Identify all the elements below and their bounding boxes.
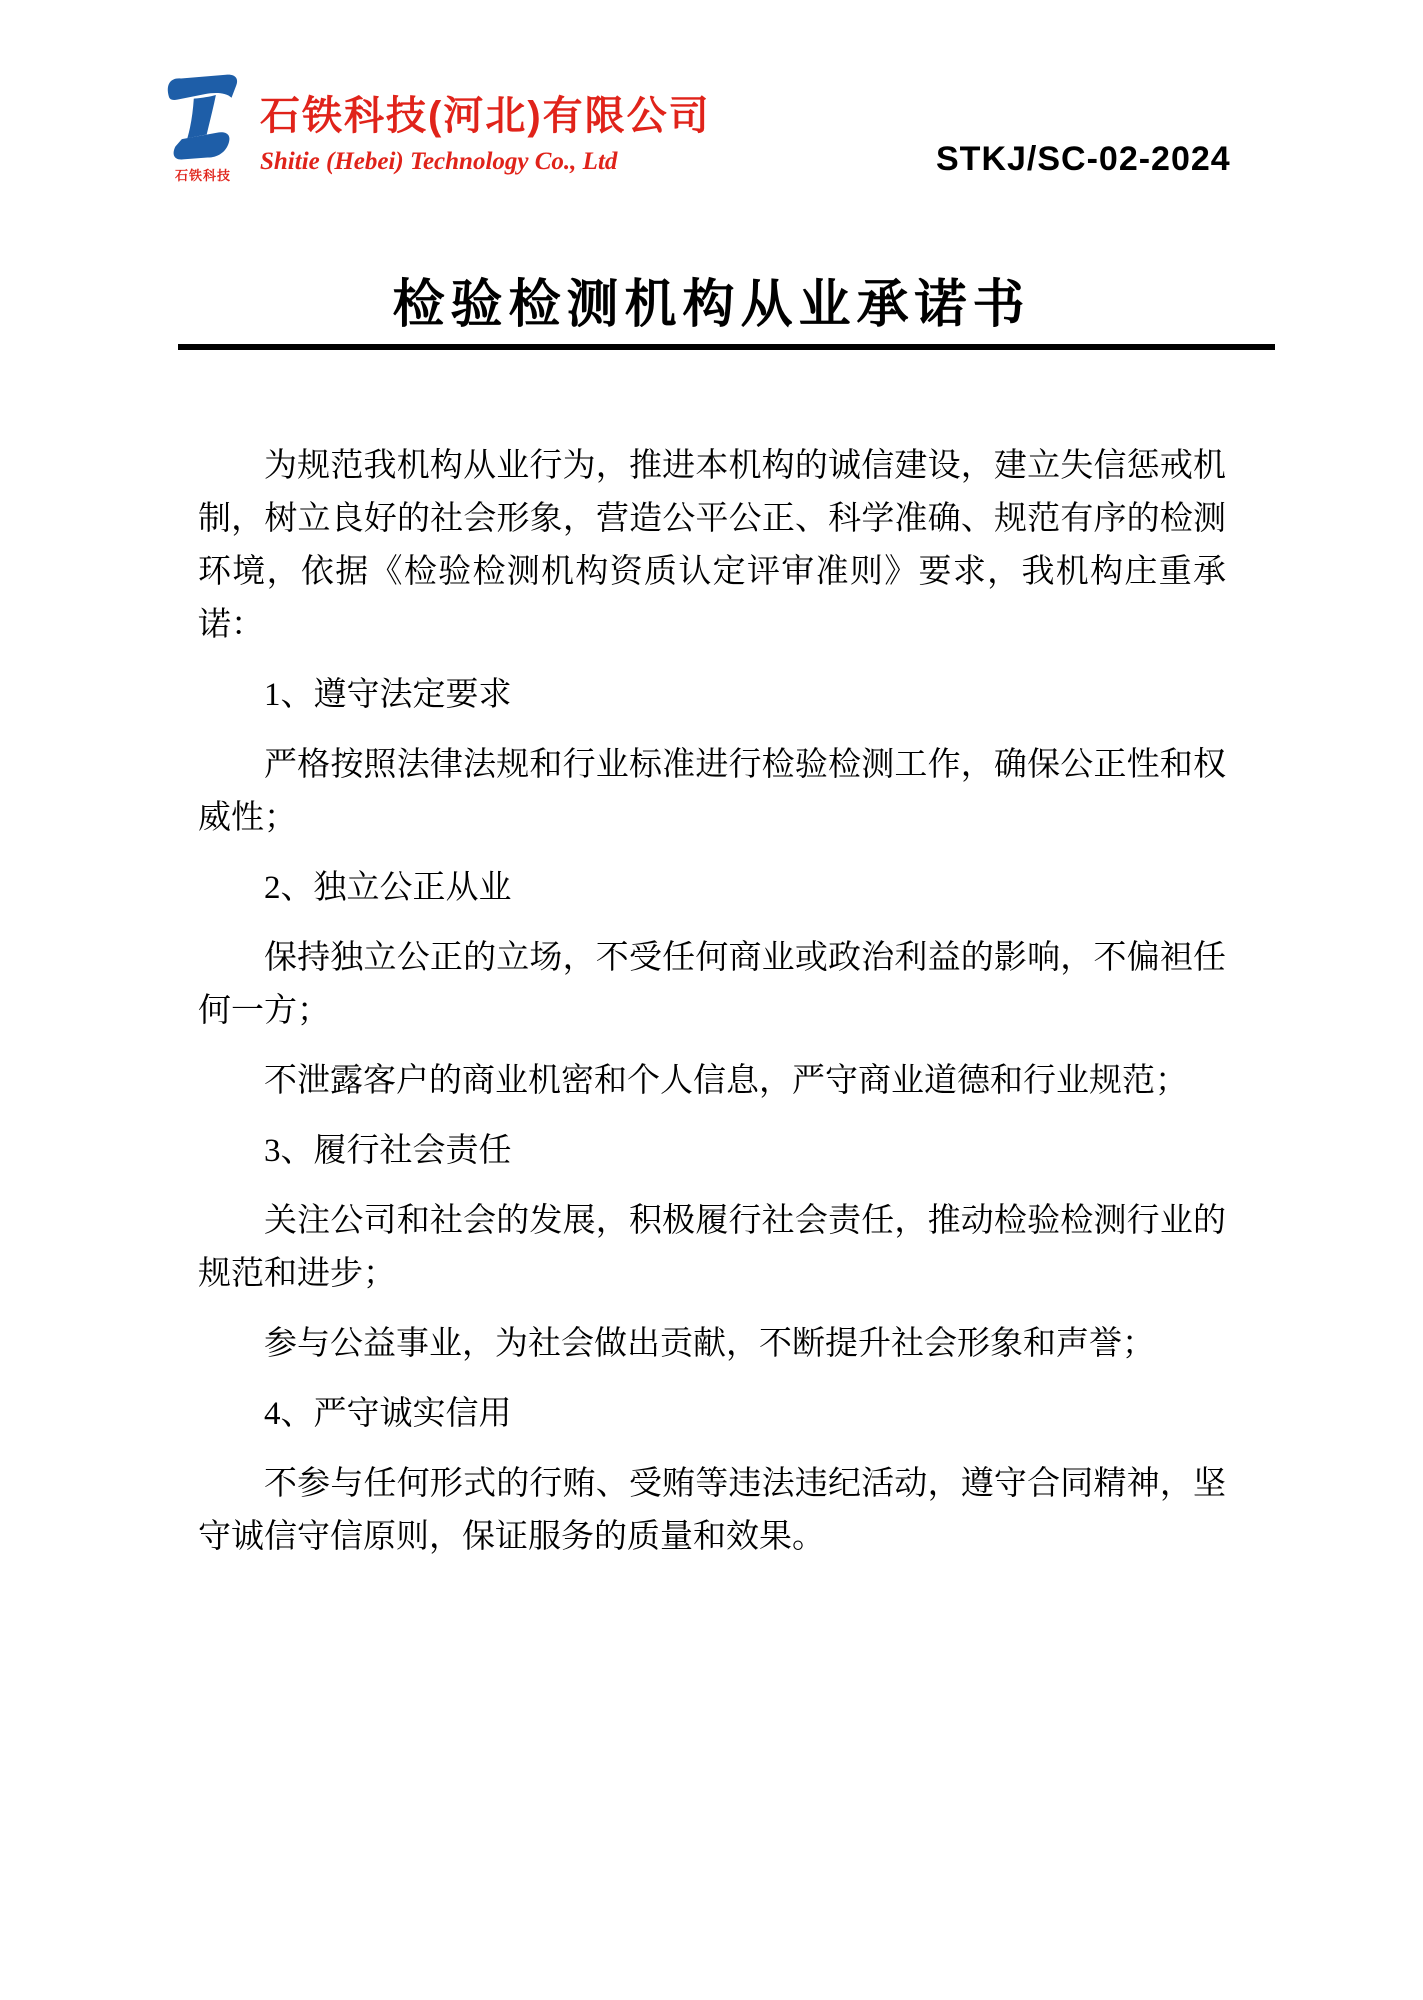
body-paragraph: 关注公司和社会的发展，积极履行社会责任，推动检验检测行业的规范和进步； (198, 1203, 1226, 1292)
company-name-english: Shitie (Hebei) Technology Co., Ltd (260, 148, 618, 175)
company-logo (148, 72, 258, 184)
body-paragraph: 为规范我机构从业行为，推进本机构的诚信建设，建立失信惩戒机制，树立良好的社会形象，营造公平公正、科学准确、规范有序的检测环境，依据《检验检测机构资质认定评审准则》要求，我机构庄重承诺： (198, 448, 1226, 643)
title-underline-rule (178, 344, 1275, 350)
body-paragraph: 不泄露客户的商业机密和个人信息，严守商业道德和行业规范； (264, 1063, 1188, 1099)
document-number: STKJ/SC-02-2024 (936, 140, 1231, 178)
company-name-chinese: 石铁科技(河北)有限公司 (260, 94, 711, 138)
body-paragraph: 4、严守诚实信用 (264, 1396, 512, 1432)
body-paragraph: 3、履行社会责任 (264, 1133, 512, 1169)
body-paragraph: 2、独立公正从业 (264, 870, 512, 906)
ibeam-logo-icon (155, 72, 251, 164)
body-paragraph: 保持独立公正的立场，不受任何商业或政治利益的影响，不偏袒任何一方； (198, 940, 1226, 1029)
page-title: 检验检测机构从业承诺书 (392, 277, 1031, 334)
logo-caption: 石铁科技 (174, 168, 231, 183)
body-paragraph: 参与公益事业，为社会做出贡献，不断提升社会形象和声誉； (264, 1326, 1155, 1362)
body-paragraph: 1、遵守法定要求 (264, 677, 512, 713)
document-body (198, 440, 1226, 1581)
company-name-block (260, 84, 711, 176)
body-paragraph: 严格按照法律法规和行业标准进行检验检测工作，确保公正性和权威性； (198, 747, 1226, 836)
body-paragraph: 不参与任何形式的行贿、受贿等违法违纪活动，遵守合同精神，坚守诚信守信原则，保证服务的质量和效果。 (198, 1466, 1226, 1555)
